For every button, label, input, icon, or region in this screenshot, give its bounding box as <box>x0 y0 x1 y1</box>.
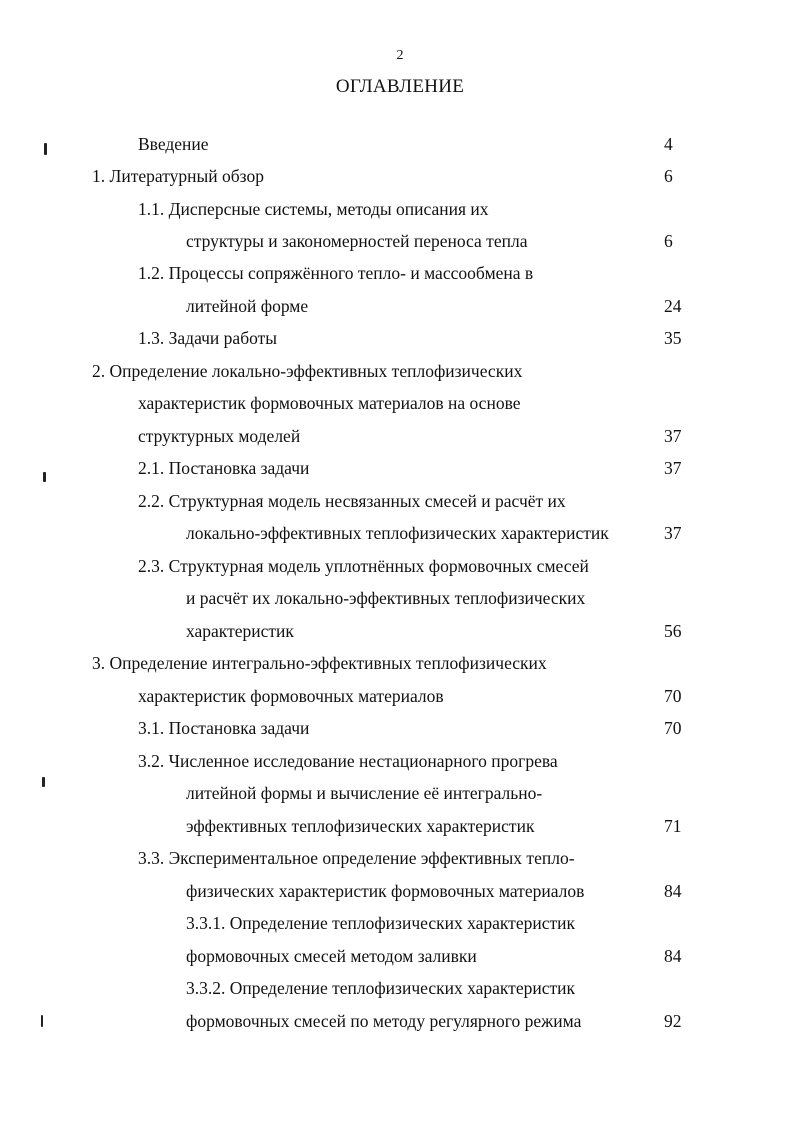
toc-entry-2-1: 2.1. Постановка задачи <box>138 458 310 478</box>
toc-entry-3-2: 3.2. Численное исследование нестационарного прогрева <box>138 751 558 771</box>
toc-entry-3-3-2: 3.3.2. Определение теплофизических характеристик <box>186 978 575 998</box>
toc-entry-introduction: Введение <box>138 134 209 154</box>
toc-entry-chapter-2-cont: структурных моделей <box>138 426 301 446</box>
toc-page-number: 71 <box>664 816 682 836</box>
toc-entry-3-3-2-cont: формовочных смесей по методу регулярного режима <box>186 1011 582 1031</box>
toc-entry-3-3-1-cont: формовочных смесей методом заливки <box>186 946 477 966</box>
toc-page-number: 35 <box>664 328 682 348</box>
toc-entry-2-3-cont: характеристик <box>186 621 294 641</box>
toc-entry-2-3: 2.3. Структурная модель уплотнённых формовочных смесей <box>138 556 589 576</box>
toc-page-number: 6 <box>664 166 673 186</box>
toc-entry-3-3-1: 3.3.1. Определение теплофизических характеристик <box>186 913 575 933</box>
margin-mark <box>44 143 47 155</box>
toc-page-number: 70 <box>664 686 682 706</box>
toc-entry-2-2-cont: локально-эффективных теплофизических характеристик <box>186 523 609 543</box>
toc-page-number: 84 <box>664 881 682 901</box>
toc-entry-1-3: 1.3. Задачи работы <box>138 328 278 348</box>
toc-page-number: 4 <box>664 134 673 154</box>
toc-page-number: 37 <box>664 426 682 446</box>
toc-page-number: 84 <box>664 946 682 966</box>
toc-entry-2-2: 2.2. Структурная модель несвязанных смесей и расчёт их <box>138 491 566 511</box>
toc-entry-1-2-cont: литейной форме <box>186 296 309 316</box>
toc-entry-1-1: 1.1. Дисперсные системы, методы описания их <box>138 199 489 219</box>
margin-mark <box>42 777 45 787</box>
toc-page-number: 6 <box>664 231 673 251</box>
toc-entry-2-3-cont: и расчёт их локально-эффективных теплофизических <box>186 588 586 608</box>
toc-page-number: 70 <box>664 718 682 738</box>
toc-entry-1-2: 1.2. Процессы сопряжённого тепло- и массообмена в <box>138 263 534 283</box>
margin-mark <box>41 1015 43 1027</box>
page-number: 2 <box>396 48 404 63</box>
toc-entry-chapter-3: 3. Определение интегрально-эффективных теплофизических <box>92 653 547 673</box>
toc-entry-3-3: 3.3. Экспериментальное определение эффективных тепло- <box>138 848 575 868</box>
toc-page-number: 56 <box>664 621 682 641</box>
toc-entry-chapter-3-cont: характеристик формовочных материалов <box>138 686 444 706</box>
toc-entry-chapter-1: 1. Литературный обзор <box>92 166 264 186</box>
toc-page-number: 37 <box>664 523 682 543</box>
toc-page-number: 37 <box>664 458 682 478</box>
toc-entry-chapter-2: 2. Определение локально-эффективных теплофизических <box>92 361 523 381</box>
toc-entry-1-1-cont: структуры и закономерностей переноса тепла <box>186 231 528 251</box>
toc-entry-3-3-cont: физических характеристик формовочных материалов <box>186 881 585 901</box>
toc-entry-3-2-cont: литейной формы и вычисление её интегрально- <box>186 783 543 803</box>
toc-page-number: 24 <box>664 296 682 316</box>
margin-mark <box>43 472 46 482</box>
toc-entry-3-1: 3.1. Постановка задачи <box>138 718 310 738</box>
toc-page-number: 92 <box>664 1011 682 1031</box>
toc-entry-3-2-cont: эффективных теплофизических характеристик <box>186 816 535 836</box>
page-title: ОГЛАВЛЕНИЕ <box>335 76 465 97</box>
toc-entry-chapter-2-cont: характеристик формовочных материалов на основе <box>138 393 521 413</box>
